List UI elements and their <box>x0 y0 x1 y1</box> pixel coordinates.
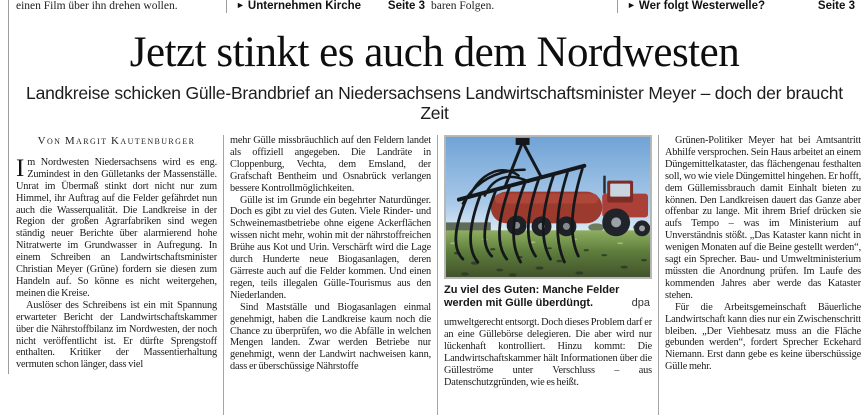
column-rule <box>437 135 438 415</box>
caption-text: Zu viel des Guten: Manche Felder werden mit Gülle überdüngt. <box>444 284 620 309</box>
teaser-title: Wer folgt Westerwelle? <box>638 0 766 12</box>
page-left-rule <box>8 0 9 374</box>
paragraph: Grünen-Politiker Meyer hat bei Amtsantritt Abhilfe versprochen. Sein Haus arbeitet an einem Düngemittelkataster, das flächengenau festhalten soll, wo wie viele Düngemittel hingehen. Er hofft, dem Güllemissbrauch damit Einhalt bieten zu können. Den Landkreisen dauert das Ganze aber offenbar zu lange. Mit ihrem Brief drücken sie aufs Tempo – was im Ministerium auf Unverständnis stößt. „Das Kataster kann nicht in wenigen Monaten auf die Beine gestellt werden“, sagt ein Sprecher. Bau- und Umweltministerium müssten die Anordnung prüfen. Im Laufe des kommenden Jahres aber werde das Kataster stehen. <box>665 135 861 301</box>
paragraph <box>16 154 217 300</box>
teaser-label <box>236 0 361 13</box>
teaser-right <box>431 0 861 13</box>
column-rule <box>223 135 224 415</box>
article-column-4 <box>665 135 861 417</box>
photo-credit: dpa <box>631 297 650 309</box>
arrow-icon: ► <box>627 0 636 10</box>
page-ref: Seite 3 <box>387 0 425 12</box>
article-photo-figure <box>444 135 652 310</box>
headline: Jetzt stinkt es auch dem Nordwesten <box>129 29 740 76</box>
article-snippet-right: baren Folgen. <box>431 0 495 12</box>
page-ref: Seite 3 <box>817 0 855 12</box>
paragraph: Sind Mastställe und Biogasanlagen einmal genehmigt, haben die Landkreise kaum noch die Chance zu überprüfen, wo die Abfälle in welchen Mengen landen. Zwar werden Betriebe nur genehmigt, wenn der Landwirt nachweisen kann, dass er überschüssige Nährstoffe <box>230 301 431 373</box>
drop-cap: I <box>16 154 25 182</box>
article-snippet-left: einen Film über ihn drehen wollen. <box>16 0 178 12</box>
subheadline: Landkreise schicken Gülle-Brandbrief an Niedersachsens Landwirtschaftsminister Meyer – doch der braucht Zeit <box>26 83 843 123</box>
paragraph: Gülle ist im Grunde ein begehrter Naturdünger. Doch es gibt zu viel des Guten. Viele Rinder- und Schweinemastbetriebe ohne eigene Ackerflächen wissen nicht mehr, wohin mit der nährstoffreichen Brühe aus Kot und Urin. Verschärft wird die Lage durch Hunderte neue Biogasanlagen, deren Gärreste auch auf die Felder kommen. Und einen regen, teils illegalen Gülle-Tourismus aus den Niederlanden. <box>230 194 431 301</box>
teaser-left <box>16 0 431 13</box>
teaser-label <box>627 0 765 13</box>
arrow-icon: ► <box>236 0 245 10</box>
paragraph: mehr Gülle missbräuchlich auf den Feldern landet als offiziell angegeben. Die Landräte in Cloppenburg, Vechta, dem Emsland, der Grafschaft Bentheim und Osnabrück verlangen bessere Kontrollmöglichkeiten. <box>230 135 431 194</box>
article-column-2 <box>230 135 431 417</box>
teaser-title: Unternehmen Kirche <box>247 0 362 12</box>
article-column-1 <box>16 135 217 417</box>
paragraph: Für die Arbeitsgemeinschaft Bäuerliche Landwirtschaft kann dies nur ein Zwischenschritt bleiben. „Der Viehbesatz muss an die Fläche gebunden werden“, fordert Sprecher Eckehard Niemann. Erst dann gebe es keine überschüssige Gülle mehr. <box>665 301 861 373</box>
column-rule <box>658 135 659 415</box>
article-column-3 <box>444 135 652 417</box>
paragraph-text: m Nordwesten Niedersachsens wird es eng. Zumindest in den Gülletanks der Massenställe. Unrat im Übermaß stinkt dort nicht nur zum Himmel, ihr Auftrag auf die Felder gefährdet nun auch die Wasserqualität. Die Landkreise in der Region der großen Agrarfabriken sind wegen ständig neuer Berichte über alarmierend hohe Nitratwerte im Grundwasser in Aufregung. In einem Schreiben an Landwirtschaftsminister Christian Meyer (Grüne) fordern sie diesen zum Handeln auf. So könne es nicht weitergehen, meinen die Kreise. <box>16 156 217 299</box>
paragraph: umweltgerecht entsorgt. Doch dieses Problem darf er an eine Güllebörse delegieren. Die aber wird nur lückenhaft kontrolliert. Hinzu kommt: Die Landwirtschaftskammer hält Informationen über die Gülleströme unter Verschluss – aus Datenschutzgründen, wie es heißt. <box>444 317 652 388</box>
slurry-field-photo <box>444 135 652 279</box>
photo-caption <box>444 284 652 310</box>
top-teaser-strip <box>16 0 861 15</box>
byline: Von Margit Kautenburger <box>37 135 196 147</box>
photo-illustration <box>445 136 651 278</box>
paragraph: Auslöser des Schreibens ist ein mit Spannung erwarteter Bericht der Landwirtschaftskammer über die Nährstoffbilanz im Nordwesten, der noch nicht veröffentlicht ist. Er dürfte Sprengstoff enthalten. Kritiker der Massentierhaltung vermuten schon länger, dass viel <box>16 299 217 371</box>
teaser-link-westerwelle <box>618 0 861 13</box>
article-body <box>16 135 861 417</box>
teaser-link-kirche <box>227 0 431 13</box>
